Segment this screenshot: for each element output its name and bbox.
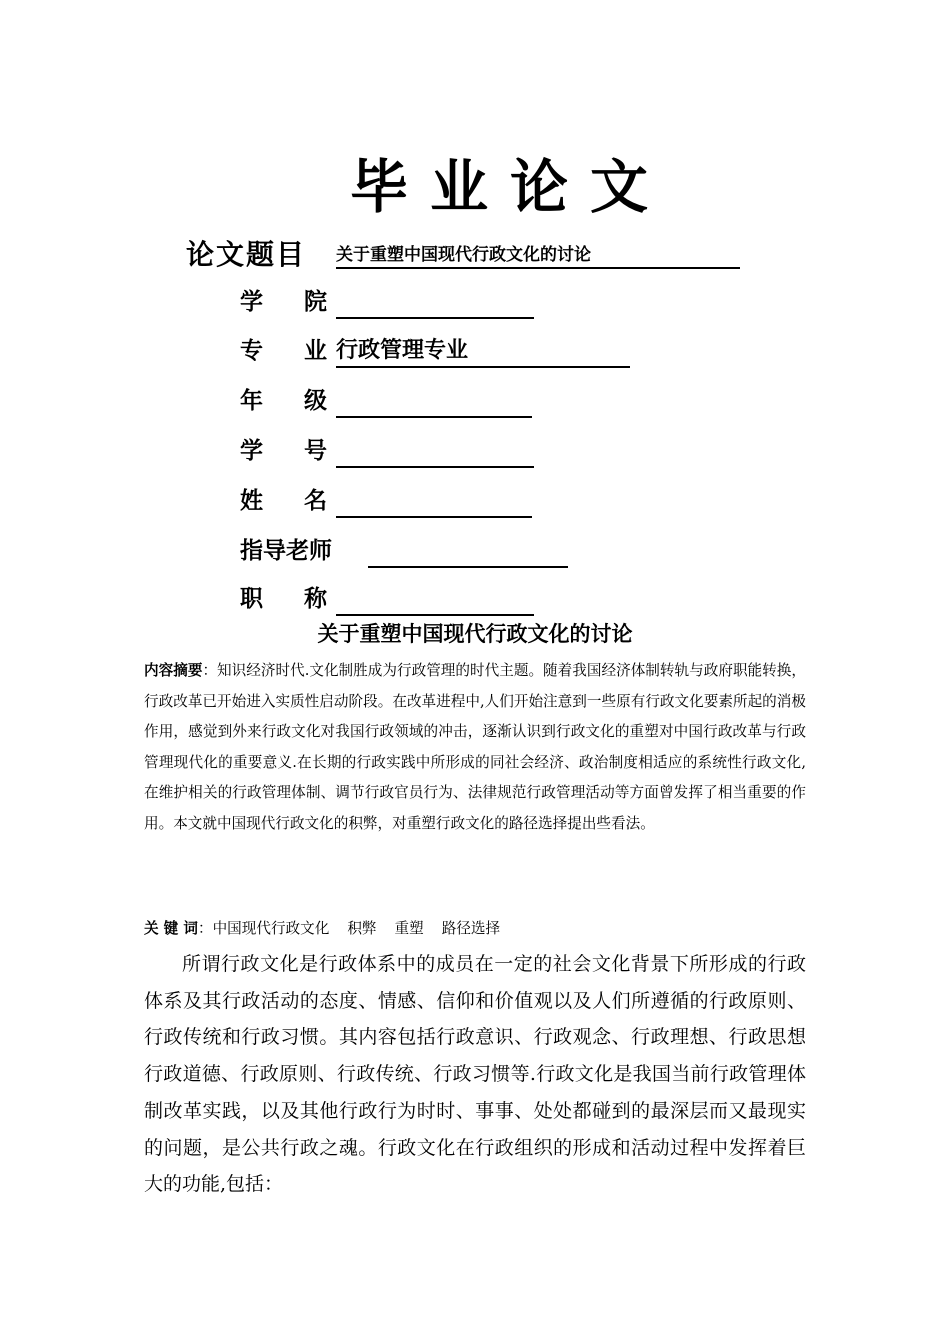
college-value-field [336,287,534,319]
document-page: 毕业论文 论文题目 关于重塑中国现代行政文化的讨论 学 院 专 业 行政管理专业 年 级 学 号 姓 名 指导老师 职 称 关于重塑中国现代行政文化的讨论 内容摘要：知识经济时代.文化制胜成为行政管理的时代主题。随着我国经济体制转轨与政府职能转换，行政改革已开始进入实质性启动阶段。在改革进程中,人们开始注意到一些原有行政文化要素所起的消极作用，感觉到外来行政文化对我国行政领域的冲击，逐渐认识到行政文化的重塑对中国行政改革与行政管理现代化的重要意义.在长期的行政实践中所形成的同社会经济、政治制度相适应的系统性行政文化,在维护相关的行政管理体制、调节行政官员行为、法律规范行政管理活动等方面曾发挥了相当重要的作用。本文就中国现代行政文化的积弊，对重塑行政文化的路径选择提出些看法。 关 键 词：中国现代行政文化 积弊 重塑 路径选择 所谓行政文化是行政体系中的成员在一定的社会文化背景下所形成的行政体系及其行政活动的态度、情感、信仰和价值观以及人们所遵循的行政原则、行政传统和行政习惯。其内容包括行政意识、行政观念、行政理想、行政思想行政道德、行政原则、行政传统、行政习惯等.行政文化是我国当前行政管理体制改革实践，以及其他行政行为时时、事事、处处都碰到的最深层而又最现实的问题，是公共行政之魂。行政文化在行政组织的形成和活动过程中发挥着巨大的功能,包括： [0,0,950,1344]
keyword-item: 路径选择 [441,920,501,937]
grade-value-field [336,386,532,418]
keyword-item: 中国现代行政文化 [212,920,330,937]
name-value-field [336,486,532,518]
abstract-text: 知识经济时代.文化制胜成为行政管理的时代主题。随着我国经济体制转轨与政府职能转换，行政改革已开始进入实质性启动阶段。在改革进程中,人们开始注意到一些原有行政文化要素所起的消极作用，感觉到外来行政文化对我国行政领域的冲击，逐渐认识到行政文化的重塑对中国行政改革与行政管理现代化的重要意义.在长期的行政实践中所形成的同社会经济、政治制度相适应的系统性行政文化,在维护相关的行政管理体制、调节行政官员行为、法律规范行政管理活动等方面曾发挥了相当重要的作用。本文就中国现代行政文化的积弊，对重塑行政文化的路径选择提出些看法。 [144,662,806,832]
topic-label: 论文题目 [186,238,307,271]
abstract-label: 内容摘要 [144,662,203,679]
thesis-heading: 毕业论文 [349,153,670,221]
student-id-value-field [336,436,534,468]
title-value-field [336,584,534,616]
topic-value-field: 关于重塑中国现代行政文化的讨论 [336,243,740,269]
body-paragraph: 所谓行政文化是行政体系中的成员在一定的社会文化背景下所形成的行政体系及其行政活动的态度、情感、信仰和价值观以及人们所遵循的行政原则、行政传统和行政习惯。其内容包括行政意识、行政观念、行政理想、行政思想行政道德、行政原则、行政传统、行政习惯等.行政文化是我国当前行政管理体制改革实践，以及其他行政行为时时、事事、处处都碰到的最深层而又最现实的问题，是公共行政之魂。行政文化在行政组织的形成和活动过程中发挥着巨大的功能,包括： [144,953,806,1196]
keyword-item: 积弊 [347,920,377,937]
article-title: 关于重塑中国现代行政文化的讨论 [317,622,633,646]
advisor-value-field [368,536,568,568]
field-label: 指导老师 [240,538,332,564]
keywords-section: 关 键 词：中国现代行政文化 积弊 重塑 路径选择 [144,920,501,937]
major-value-field: 行政管理专业 [336,336,630,368]
abstract-section: 内容摘要：知识经济时代.文化制胜成为行政管理的时代主题。随着我国经济体制转轨与政府职能转换，行政改革已开始进入实质性启动阶段。在改革进程中,人们开始注意到一些原有行政文化要素所起的消极作用，感觉到外来行政文化对我国行政领域的冲击，逐渐认识到行政文化的重塑对中国行政改革与行政管理现代化的重要意义.在长期的行政实践中所形成的同社会经济、政治制度相适应的系统性行政文化,在维护相关的行政管理体制、调节行政官员行为、法律规范行政管理活动等方面曾发挥了相当重要的作用。本文就中国现代行政文化的积弊，对重塑行政文化的路径选择提出些看法。 [144,662,806,832]
keyword-item: 重塑 [394,920,424,937]
keywords-label: 关 键 词 [144,920,198,937]
